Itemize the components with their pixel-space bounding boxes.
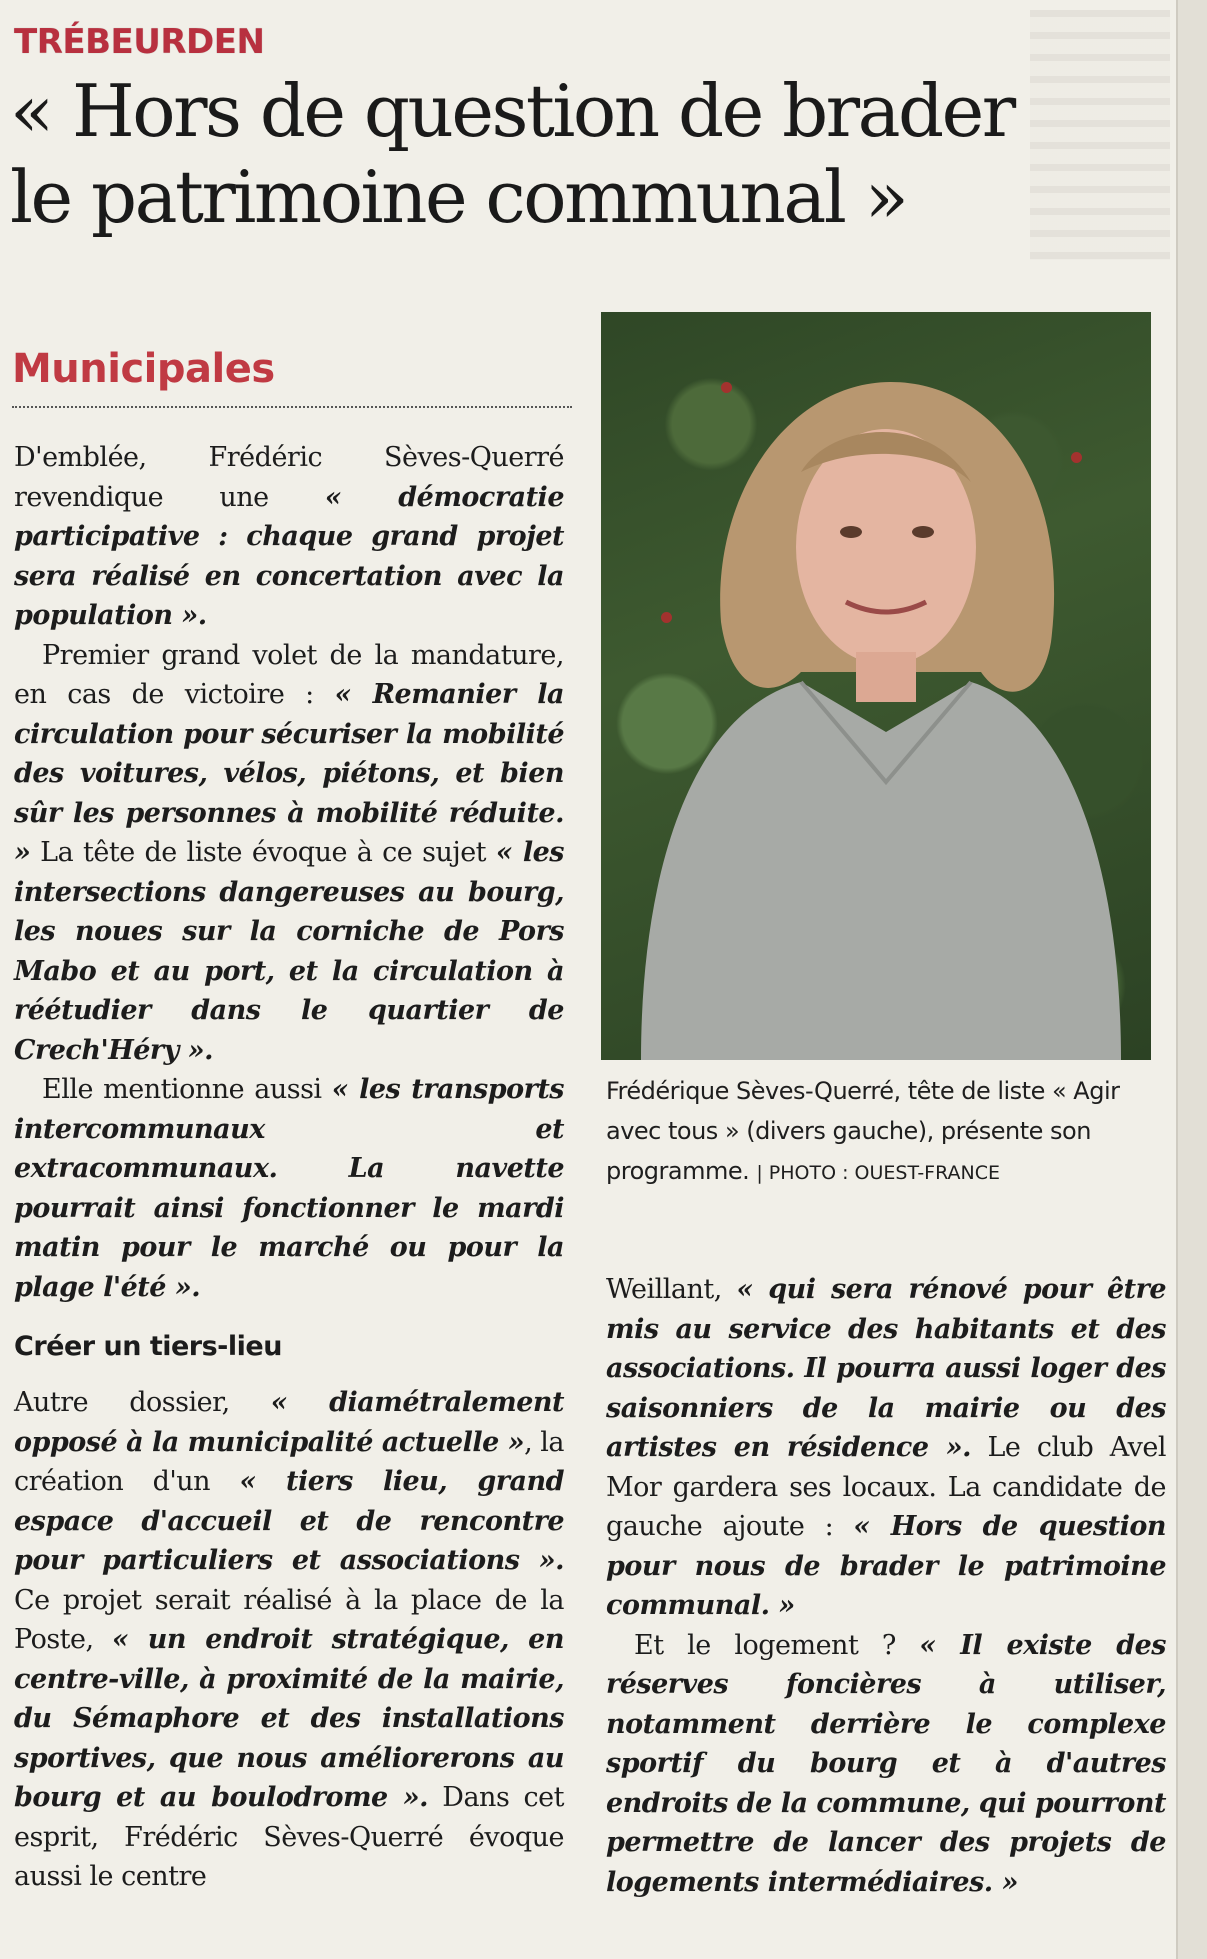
text-run: Premier grand volet de la mandature, en cas de victoire :: [14, 639, 564, 710]
photo-credit: | PHOTO : OUEST-FRANCE: [756, 1162, 1001, 1184]
show-through-text: [1030, 10, 1170, 260]
neck: [856, 652, 916, 702]
quote: « tiers lieu, grand espace d'accueil et de rencontre pour particuliers et associations ».: [14, 1466, 564, 1576]
text-run: Ce projet serait réalisé à la place de la Poste,: [14, 1584, 564, 1655]
article-column-1: [14, 438, 564, 1897]
text-run: La tête de liste évoque à ce sujet: [30, 837, 496, 868]
paragraph: [14, 1383, 564, 1897]
quote: « les transports intercommunaux et extracommunaux. La navette pourrait ainsi fonctionner le mardi matin pour le marché ou pour la plage l'été ».: [14, 1074, 564, 1303]
article-column-2: [606, 1270, 1166, 1902]
left-eye: [840, 526, 862, 538]
portrait-illustration: [601, 312, 1151, 1060]
section-rubric: Municipales: [12, 346, 275, 392]
quote: « Il existe des réserves foncières à utiliser, notamment derrière le complexe sportif du bourg et à d'autres endroits de la commune, qui pourront permettre de lancer des projets de logements intermédiaires. »: [606, 1629, 1166, 1898]
right-eye: [912, 526, 934, 538]
candidate-photo: [601, 312, 1151, 1060]
quote: « les intersections dangereuses au bourg, les noues sur la corniche de Pors Mabo et au port, et la circulation à réétudier dans le quartier de Crech'Héry ».: [14, 837, 564, 1066]
paragraph: [606, 1270, 1166, 1626]
paragraph: [14, 636, 564, 1071]
headline: [10, 68, 1040, 240]
text-run: Elle mentionne aussi: [42, 1074, 332, 1105]
photo-caption: [606, 1071, 1151, 1193]
text-run: Autre dossier,: [14, 1387, 271, 1418]
quote: « un endroit stratégique, en centre-ville, à proximité de la mairie, du Sémaphore et des installations sportives, que nous améliorerons au bourg et au boulodrome ».: [14, 1624, 564, 1813]
quote: « diamétralement opposé à la municipalité actuelle »: [14, 1387, 564, 1458]
text-run: Et le logement ?: [634, 1629, 920, 1661]
paragraph: [606, 1626, 1166, 1903]
quote: « Remanier la circulation pour sécuriser la mobilité des voitures, vélos, piétons, et bien sûr les personnes à mobilité réduite. »: [14, 679, 564, 868]
headline-line-1: « Hors de question de brader: [10, 69, 1014, 153]
sweater: [641, 682, 1121, 1060]
dotted-divider: [12, 406, 572, 408]
text-run: Dans cet esprit, Frédéric Sèves-Querré évoque aussi le centre: [14, 1782, 564, 1892]
caption-text: Frédérique Sèves-Querré, tête de liste « Agir avec tous » (divers gauche), présente son programme.: [606, 1077, 1120, 1185]
location-kicker: TRÉBEURDEN: [14, 22, 265, 62]
quote: « démocratie participative : chaque grand projet sera réalisé en concertation avec la population ».: [14, 481, 564, 631]
quote: « qui sera rénové pour être mis au service des habitants et des associations. Il pourra aussi loger des saisonniers de la mairie ou des artistes en résidence ».: [606, 1274, 1167, 1463]
text-run: , la création d'un: [14, 1426, 564, 1497]
text-run: Weillant,: [606, 1274, 737, 1305]
paragraph: [14, 438, 564, 636]
page-edge: [1176, 0, 1207, 1959]
subheading: Créer un tiers-lieu: [14, 1331, 282, 1362]
text-run: D'emblée, Frédéric Sèves-Querré revendique une: [14, 442, 564, 513]
paragraph: [14, 1070, 564, 1307]
quote: « Hors de question pour nous de brader le patrimoine communal. »: [606, 1511, 1166, 1621]
headline-line-2: le patrimoine communal »: [10, 155, 907, 239]
text-run: Le club Avel Mor gardera ses locaux. La candidate de gauche ajoute :: [606, 1432, 1166, 1542]
